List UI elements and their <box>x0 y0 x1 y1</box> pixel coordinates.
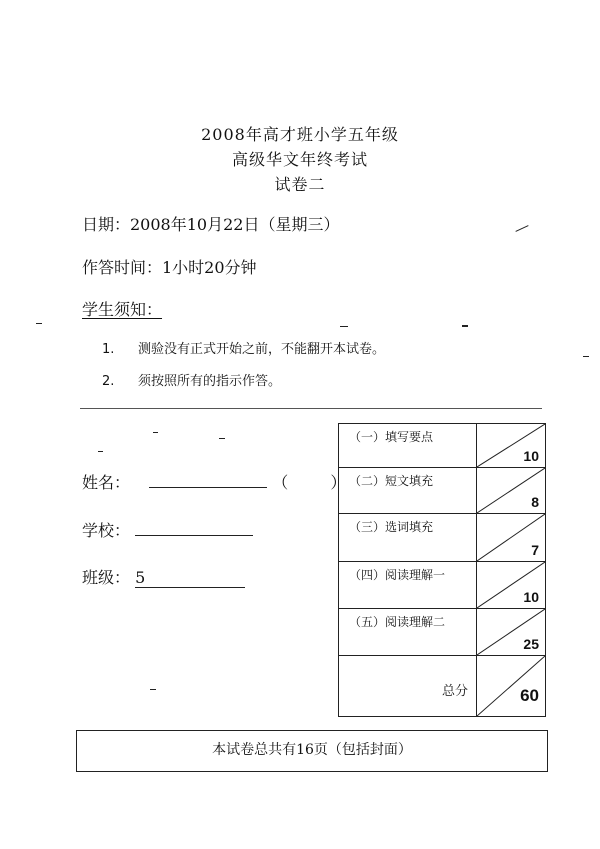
section-label: （二）短文填充 <box>349 474 434 488</box>
rule-item <box>102 338 385 357</box>
section-label: （四）阅读理解一 <box>349 568 446 582</box>
exam-title-line3: 试卷二 <box>274 175 326 194</box>
section-score: 7 <box>531 542 539 558</box>
score-row <box>339 424 545 468</box>
total-row <box>339 656 545 716</box>
name-blank[interactable] <box>149 487 267 488</box>
score-row <box>339 609 545 656</box>
name-paren-open: （ <box>272 473 289 492</box>
exam-date: 日期：2008年10月22日（星期三） <box>82 215 340 234</box>
scan-speck <box>462 325 468 327</box>
scan-speck <box>150 689 156 690</box>
school-row <box>82 518 253 541</box>
score-row <box>339 562 545 609</box>
section-score: 10 <box>523 589 539 605</box>
rule-number: 2. <box>102 374 115 389</box>
exam-duration: 作答时间：1小时20分钟 <box>82 258 257 277</box>
scan-speck <box>340 326 348 327</box>
section-score: 10 <box>523 448 539 464</box>
scan-speck <box>36 323 42 324</box>
scan-speck <box>219 438 225 439</box>
class-row <box>82 565 245 588</box>
score-row <box>339 514 545 562</box>
scan-speck <box>153 432 158 433</box>
scan-speck <box>98 451 103 452</box>
section-label: （五）阅读理解二 <box>349 615 446 629</box>
scan-speck <box>583 356 589 357</box>
section-label: （一）填写要点 <box>349 430 434 444</box>
name-paren-close: ） <box>330 473 347 492</box>
name-label: 姓名： <box>82 473 131 492</box>
notice-label: 学生须知： <box>82 300 163 319</box>
school-blank[interactable] <box>135 535 253 536</box>
section-divider <box>80 408 542 409</box>
rule-text: 测验没有正式开始之前，不能翻开本试卷。 <box>138 342 386 357</box>
page-count-note: 本试卷总共有16页（包括封面） <box>76 730 548 772</box>
scan-speck <box>515 225 528 232</box>
rule-number: 1. <box>102 342 115 357</box>
exam-title-line2: 高级华文年终考试 <box>231 150 368 169</box>
class-label: 班级： <box>82 568 131 587</box>
total-label: 总分 <box>441 684 468 699</box>
score-row <box>339 468 545 514</box>
exam-title-line1: 2008年高才班小学五年级 <box>201 125 399 144</box>
section-label: （三）选词填充 <box>349 520 434 534</box>
school-label: 学校： <box>82 521 131 540</box>
score-table <box>338 423 546 717</box>
section-score: 8 <box>531 494 539 510</box>
rule-item <box>102 370 281 389</box>
name-row <box>82 470 346 493</box>
section-score: 25 <box>523 636 539 652</box>
class-value: 5 <box>135 568 146 587</box>
class-field[interactable] <box>135 568 245 588</box>
rule-text: 须按照所有的指示作答。 <box>138 374 282 389</box>
total-score: 60 <box>520 686 539 705</box>
